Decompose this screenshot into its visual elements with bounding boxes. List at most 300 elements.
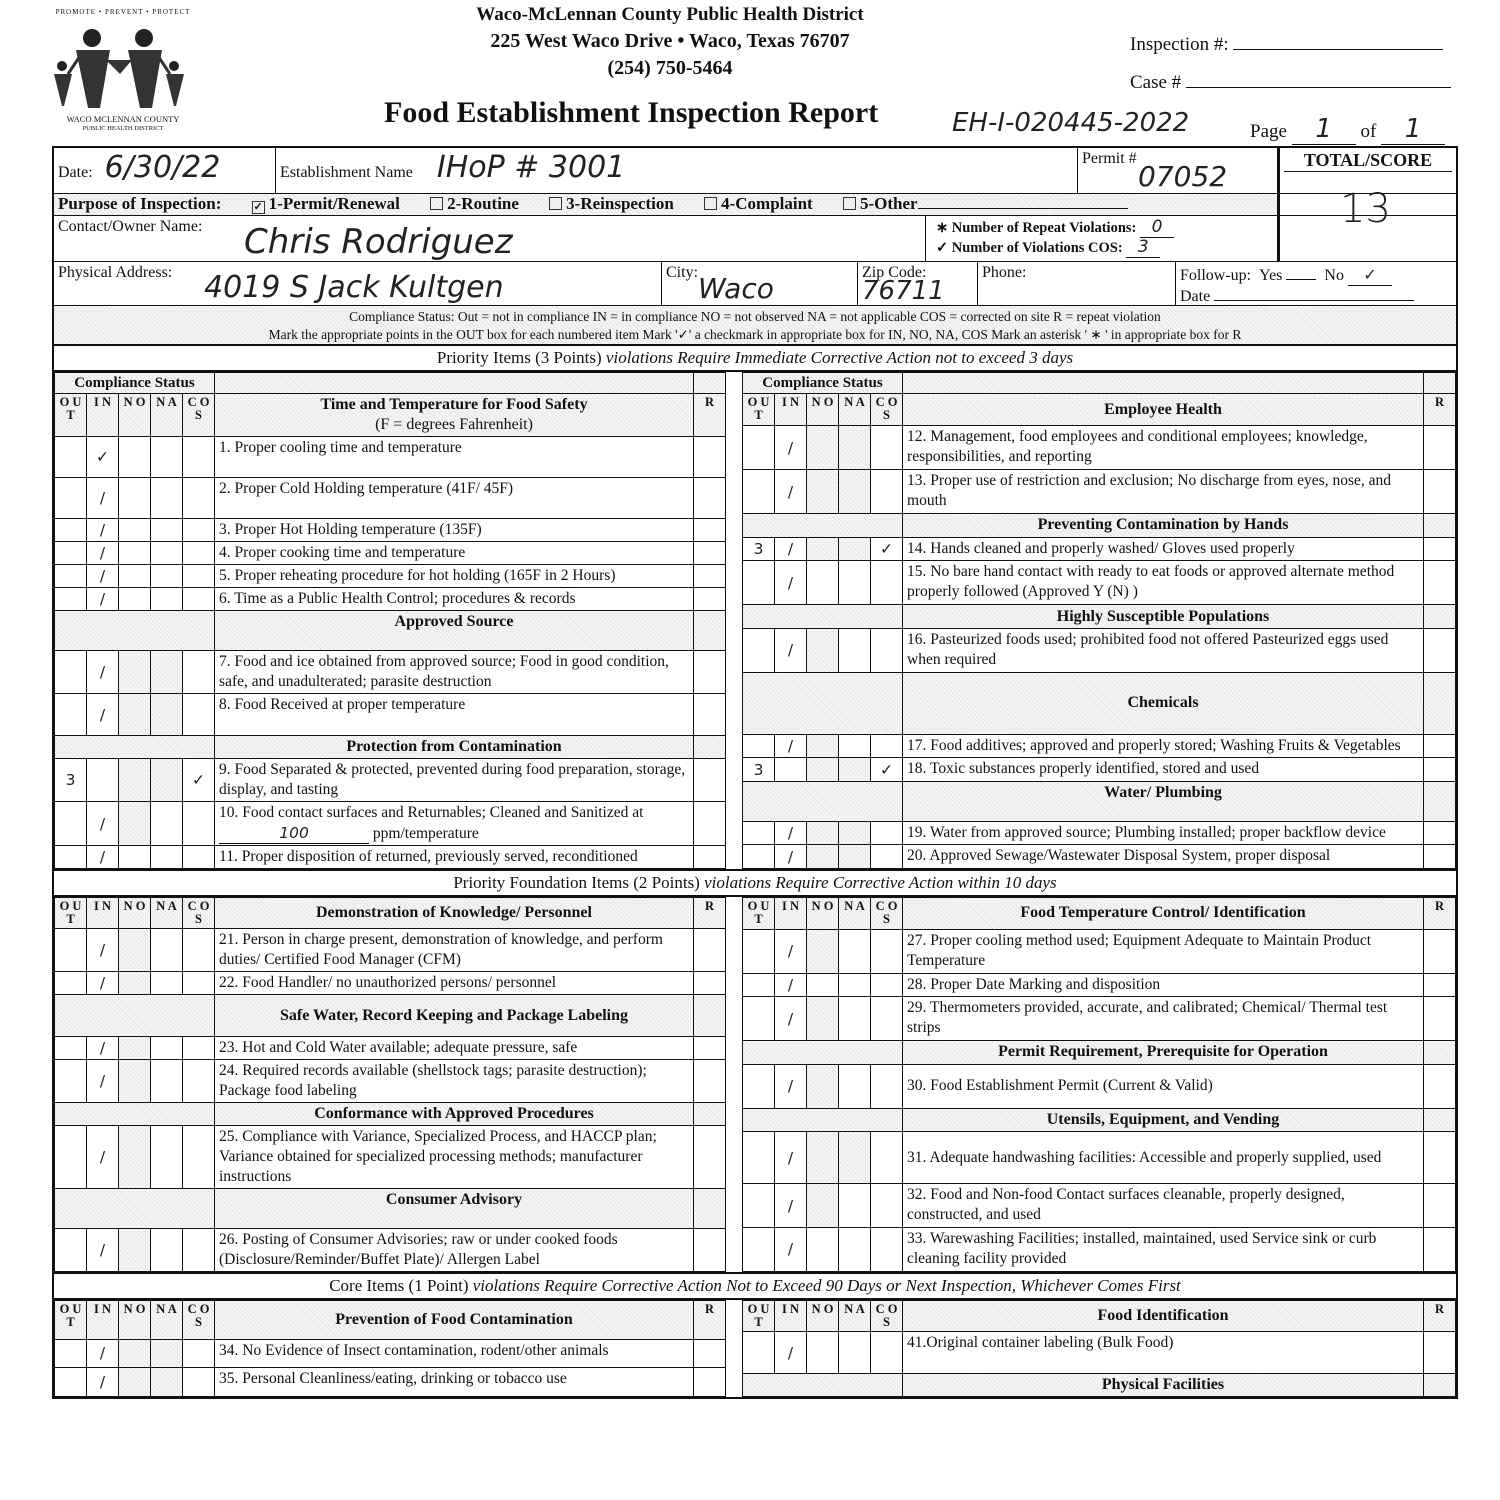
item-29-no[interactable] — [807, 997, 839, 1041]
item-20-na[interactable] — [839, 845, 871, 869]
item-4-no[interactable] — [119, 542, 151, 565]
item-35-cos[interactable] — [183, 1368, 215, 1397]
item-30-in[interactable]: / — [775, 1064, 807, 1108]
item-31-cos[interactable] — [871, 1132, 903, 1184]
item-16-r[interactable] — [1424, 628, 1456, 672]
contact-field[interactable] — [54, 216, 926, 261]
item-21-text: 21. Person in charge present, demonstration of knowledge, and perform duties/ Certified Food Manager (CFM) — [215, 929, 694, 972]
item-30-r[interactable] — [1424, 1064, 1456, 1108]
purpose-other-input[interactable] — [918, 208, 1128, 209]
item-14-in[interactable]: / — [775, 537, 807, 561]
item-1-in[interactable]: ✓ — [87, 437, 119, 478]
item-6-r[interactable] — [694, 588, 726, 611]
item-18-out[interactable]: 3 — [743, 758, 775, 782]
col-na: N A — [839, 394, 871, 426]
item-10-cos[interactable] — [183, 802, 215, 846]
item-14-cos[interactable]: ✓ — [871, 537, 903, 561]
item-2-out[interactable] — [55, 478, 87, 519]
item-10-r[interactable] — [694, 802, 726, 846]
item-2-r[interactable] — [694, 478, 726, 519]
item-27-text: 27. Proper cooling method used; Equipment Adequate to Maintain Product Temperature — [903, 929, 1424, 973]
city-value[interactable]: Waco — [698, 272, 774, 305]
item-28-in[interactable]: / — [775, 973, 807, 997]
date-value[interactable]: 6/30/22 — [104, 150, 221, 185]
subcategory-utensils: Utensils, Equipment, and Vending — [903, 1108, 1424, 1132]
item-6-no[interactable] — [119, 588, 151, 611]
inspection-number-label: Inspection #: — [1130, 34, 1229, 55]
col-in: I N — [87, 394, 119, 437]
item-3-na[interactable] — [151, 519, 183, 542]
item-32-in[interactable]: / — [775, 1184, 807, 1228]
item-6-out[interactable] — [55, 588, 87, 611]
item-2-in[interactable]: / — [87, 478, 119, 519]
item-33-in[interactable]: / — [775, 1227, 807, 1271]
item-6-na[interactable] — [151, 588, 183, 611]
item-16-no[interactable] — [807, 628, 839, 672]
item-23-out[interactable] — [55, 1037, 87, 1060]
item-25-in[interactable]: / — [87, 1126, 119, 1189]
phone-field[interactable] — [978, 262, 1176, 305]
item-12-na[interactable] — [839, 426, 871, 470]
item-21-r[interactable] — [694, 929, 726, 972]
item-18-no[interactable] — [807, 758, 839, 782]
item-1-cos[interactable] — [183, 437, 215, 478]
address-value[interactable]: 4019 S Jack Kultgen — [204, 270, 504, 305]
repeat-violations-value[interactable]: 0 — [1140, 218, 1174, 238]
item-15-r[interactable] — [1424, 561, 1456, 605]
violation-counts — [926, 216, 1278, 261]
col-in: I N — [775, 898, 807, 930]
item-2-na[interactable] — [151, 478, 183, 519]
item-17-out[interactable] — [743, 734, 775, 758]
item-11-cos[interactable] — [183, 846, 215, 869]
item-41-na[interactable] — [839, 1332, 871, 1374]
item-4-cos[interactable] — [183, 542, 215, 565]
item-12-out[interactable] — [743, 426, 775, 470]
item-13-out[interactable] — [743, 470, 775, 514]
case-number-input[interactable] — [1186, 87, 1451, 88]
item-25-r[interactable] — [694, 1126, 726, 1189]
item-7-r[interactable] — [694, 651, 726, 694]
inspection-number-input[interactable] — [1233, 49, 1443, 50]
item-3-in[interactable]: / — [87, 519, 119, 542]
item-8-no[interactable] — [119, 694, 151, 736]
item-41-out[interactable] — [743, 1332, 775, 1374]
item-7-out[interactable] — [55, 651, 87, 694]
item-28-out[interactable] — [743, 973, 775, 997]
item-13-cos[interactable] — [871, 470, 903, 514]
item-27-na[interactable] — [839, 929, 871, 973]
item-33-out[interactable] — [743, 1227, 775, 1271]
item-33-no[interactable] — [807, 1227, 839, 1271]
item-11-in[interactable]: / — [87, 846, 119, 869]
item-14-out[interactable]: 3 — [743, 537, 775, 561]
item-19-no[interactable] — [807, 821, 839, 845]
item-1-no[interactable] — [119, 437, 151, 478]
item-10-out[interactable] — [55, 802, 87, 846]
item-17-r[interactable] — [1424, 734, 1456, 758]
item-23-na[interactable] — [151, 1037, 183, 1060]
item-7-no[interactable] — [119, 651, 151, 694]
item-32-cos[interactable] — [871, 1184, 903, 1228]
item-14-na[interactable] — [839, 537, 871, 561]
item-1-text: 1. Proper cooling time and temperature — [215, 437, 694, 478]
followup-date-input[interactable] — [1214, 300, 1414, 301]
item-4-in[interactable]: / — [87, 542, 119, 565]
item-9-no[interactable] — [119, 759, 151, 802]
item-31-in[interactable]: / — [775, 1132, 807, 1184]
col-cos: C O S — [183, 394, 215, 437]
item-26-in[interactable]: / — [87, 1229, 119, 1272]
col-in: I N — [775, 1301, 807, 1332]
item-4-out[interactable] — [55, 542, 87, 565]
item-17-in[interactable]: / — [775, 734, 807, 758]
item-31-text: 31. Adequate handwashing facilities: Accessible and properly supplied, used — [903, 1132, 1424, 1184]
item-12-no[interactable] — [807, 426, 839, 470]
col-in: I N — [87, 1301, 119, 1340]
item-1-r[interactable] — [694, 437, 726, 478]
item-12-cos[interactable] — [871, 426, 903, 470]
item-32-r[interactable] — [1424, 1184, 1456, 1228]
item-27-in[interactable]: / — [775, 929, 807, 973]
item-31-r[interactable] — [1424, 1132, 1456, 1184]
item-15-na[interactable] — [839, 561, 871, 605]
item-20-cos[interactable] — [871, 845, 903, 869]
item-15-no[interactable] — [807, 561, 839, 605]
item-30-no[interactable] — [807, 1064, 839, 1108]
item-30-out[interactable] — [743, 1064, 775, 1108]
item-3-cos[interactable] — [183, 519, 215, 542]
foundation-right-table — [742, 897, 1456, 1272]
item-26-no[interactable] — [119, 1229, 151, 1272]
item-19-cos[interactable] — [871, 821, 903, 845]
date-field[interactable] — [54, 148, 276, 193]
core-right-table — [742, 1300, 1456, 1397]
item-9-na[interactable] — [151, 759, 183, 802]
item-5-r[interactable] — [694, 565, 726, 588]
item-24-r[interactable] — [694, 1060, 726, 1103]
item-15-in[interactable]: / — [775, 561, 807, 605]
item-5-no[interactable] — [119, 565, 151, 588]
item-26-r[interactable] — [694, 1229, 726, 1272]
col-r: R — [1424, 898, 1456, 930]
item-31-na[interactable] — [839, 1132, 871, 1184]
agency-address: 225 West Waco Drive • Waco, Texas 76707 — [490, 30, 850, 52]
col-out: O U T — [55, 898, 87, 929]
item-28-no[interactable] — [807, 973, 839, 997]
item-13-na[interactable] — [839, 470, 871, 514]
item-35-no[interactable] — [119, 1368, 151, 1397]
checkbox-checked[interactable]: ✓ — [253, 201, 263, 213]
item-29-r[interactable] — [1424, 997, 1456, 1041]
checkbox[interactable] — [843, 197, 856, 210]
purpose-other-checkbox[interactable] — [843, 194, 1128, 213]
item-15-text: 15. No bare hand contact with ready to eat foods or approved alternate method properly followed (Approved Y (N) ) — [903, 561, 1424, 605]
column-gap — [726, 372, 742, 869]
establishment-value[interactable]: IHoP # 3001 — [436, 150, 626, 185]
item-7-cos[interactable] — [183, 651, 215, 694]
item-34-no[interactable] — [119, 1339, 151, 1368]
item-30-cos[interactable] — [871, 1064, 903, 1108]
item-34-na[interactable] — [151, 1339, 183, 1368]
item-3-r[interactable] — [694, 519, 726, 542]
page-value[interactable]: 1 — [1292, 114, 1356, 145]
item-4-r[interactable] — [694, 542, 726, 565]
page-title: Food Establishment Inspection Report — [384, 96, 879, 129]
sanitizer-ppm-input[interactable]: 100 — [219, 823, 369, 844]
item-18-r[interactable] — [1424, 758, 1456, 782]
item-41-in[interactable]: / — [775, 1332, 807, 1374]
item-35-na[interactable] — [151, 1368, 183, 1397]
zip-field[interactable] — [858, 262, 978, 305]
item-10-in[interactable]: / — [87, 802, 119, 846]
purpose-routine-checkbox[interactable] — [430, 194, 519, 213]
item-8-out[interactable] — [55, 694, 87, 736]
item-17-na[interactable] — [839, 734, 871, 758]
item-5-na[interactable] — [151, 565, 183, 588]
item-22-r[interactable] — [694, 972, 726, 995]
subcategory-approved-source: Approved Source — [215, 611, 694, 651]
page-label: Page — [1250, 121, 1287, 142]
item-9-cos[interactable]: ✓ — [183, 759, 215, 802]
item-31-out[interactable] — [743, 1132, 775, 1184]
item-6-cos[interactable] — [183, 588, 215, 611]
item-16-cos[interactable] — [871, 628, 903, 672]
item-27-out[interactable] — [743, 929, 775, 973]
item-2-no[interactable] — [119, 478, 151, 519]
item-28-r[interactable] — [1424, 973, 1456, 997]
item-20-out[interactable] — [743, 845, 775, 869]
item-41-r[interactable] — [1424, 1332, 1456, 1374]
item-20-r[interactable] — [1424, 845, 1456, 869]
item-18-cos[interactable]: ✓ — [871, 758, 903, 782]
item-18-na[interactable] — [839, 758, 871, 782]
item-34-in[interactable]: / — [87, 1339, 119, 1368]
item-24-in[interactable]: / — [87, 1060, 119, 1103]
score-label: TOTAL/SCORE — [1284, 150, 1452, 172]
item-16-in[interactable]: / — [775, 628, 807, 672]
item-15-out[interactable] — [743, 561, 775, 605]
item-25-no[interactable] — [119, 1126, 151, 1189]
item-4-na[interactable] — [151, 542, 183, 565]
item-23-in[interactable]: / — [87, 1037, 119, 1060]
item-28-na[interactable] — [839, 973, 871, 997]
item-29-cos[interactable] — [871, 997, 903, 1041]
col-out: O U T — [55, 1301, 87, 1340]
item-32-na[interactable] — [839, 1184, 871, 1228]
item-9-r[interactable] — [694, 759, 726, 802]
item-16-out[interactable] — [743, 628, 775, 672]
compliance-legend — [54, 306, 1456, 344]
item-19-in[interactable]: / — [775, 821, 807, 845]
item-9-out[interactable]: 3 — [55, 759, 87, 802]
case-number-field[interactable] — [1130, 72, 1451, 94]
column-gap — [726, 1300, 742, 1397]
page-total[interactable]: 1 — [1381, 114, 1445, 145]
item-19-out[interactable] — [743, 821, 775, 845]
item-1-na[interactable] — [151, 437, 183, 478]
item-35-out[interactable] — [55, 1368, 87, 1397]
purpose-reinspection-checkbox[interactable] — [549, 194, 674, 213]
item-3-out[interactable] — [55, 519, 87, 542]
item-10-no[interactable] — [119, 802, 151, 846]
item-19-r[interactable] — [1424, 821, 1456, 845]
category-title: Food Identification — [903, 1301, 1424, 1332]
cos-violations-value[interactable]: 3 — [1126, 238, 1160, 258]
item-8-na[interactable] — [151, 694, 183, 736]
item-8-in[interactable]: / — [87, 694, 119, 736]
purpose-complaint-checkbox[interactable] — [704, 194, 813, 213]
item-7-na[interactable] — [151, 651, 183, 694]
item-24-text: 24. Required records available (shellstock tags; parasite destruction); Package food labeling — [215, 1060, 694, 1103]
item-8-cos[interactable] — [183, 694, 215, 736]
item-27-no[interactable] — [807, 929, 839, 973]
checkbox[interactable] — [430, 197, 443, 210]
item-31-no[interactable] — [807, 1132, 839, 1184]
item-13-r[interactable] — [1424, 470, 1456, 514]
item-33-na[interactable] — [839, 1227, 871, 1271]
item-22-out[interactable] — [55, 972, 87, 995]
checkbox[interactable] — [549, 197, 562, 210]
item-11-no[interactable] — [119, 846, 151, 869]
item-21-no[interactable] — [119, 929, 151, 972]
item-11-out[interactable] — [55, 846, 87, 869]
followup-no-input[interactable]: ✓ — [1348, 264, 1392, 286]
item-22-cos[interactable] — [183, 972, 215, 995]
purpose-permit-checkbox[interactable] — [252, 194, 400, 213]
item-16-na[interactable] — [839, 628, 871, 672]
item-17-no[interactable] — [807, 734, 839, 758]
cos-violations-label: ✓ Number of Violations COS: — [936, 240, 1123, 256]
item-26-cos[interactable] — [183, 1229, 215, 1272]
item-23-r[interactable] — [694, 1037, 726, 1060]
contact-value[interactable]: Chris Rodriguez — [244, 222, 513, 262]
item-22-in[interactable]: / — [87, 972, 119, 995]
priority-items-header — [54, 346, 1456, 372]
item-6-in[interactable]: / — [87, 588, 119, 611]
item-20-no[interactable] — [807, 845, 839, 869]
item-34-cos[interactable] — [183, 1339, 215, 1368]
item-8-r[interactable] — [694, 694, 726, 736]
item-21-in[interactable]: / — [87, 929, 119, 972]
item-13-in[interactable]: / — [775, 470, 807, 514]
item-7-in[interactable]: / — [87, 651, 119, 694]
item-23-cos[interactable] — [183, 1037, 215, 1060]
item-34-out[interactable] — [55, 1339, 87, 1368]
subcategory-water: Water/ Plumbing — [903, 781, 1424, 821]
item-41-no[interactable] — [807, 1332, 839, 1374]
item-23-no[interactable] — [119, 1037, 151, 1060]
item-24-cos[interactable] — [183, 1060, 215, 1103]
item-22-na[interactable] — [151, 972, 183, 995]
address-field[interactable] — [54, 262, 662, 305]
item-12-in[interactable]: / — [775, 426, 807, 470]
item-41-cos[interactable] — [871, 1332, 903, 1374]
followup-yes-input[interactable] — [1286, 279, 1316, 280]
item-14-no[interactable] — [807, 537, 839, 561]
establishment-field[interactable] — [276, 148, 1078, 193]
item-11-r[interactable] — [694, 846, 726, 869]
item-5-in[interactable]: / — [87, 565, 119, 588]
col-cos: C O S — [183, 898, 215, 929]
item-17-cos[interactable] — [871, 734, 903, 758]
item-26-out[interactable] — [55, 1229, 87, 1272]
logo-subname: PUBLIC HEALTH DISTRICT — [82, 125, 164, 132]
permit-value[interactable]: 07052 — [1138, 160, 1228, 193]
item-5-out[interactable] — [55, 565, 87, 588]
item-14-r[interactable] — [1424, 537, 1456, 561]
item-24-na[interactable] — [151, 1060, 183, 1103]
item-22-no[interactable] — [119, 972, 151, 995]
health-district-logo — [48, 8, 198, 132]
section-label: Priority Items (3 Points) — [436, 348, 602, 367]
item-35-r[interactable] — [694, 1368, 726, 1397]
item-9-in[interactable] — [87, 759, 119, 802]
inspection-number-field[interactable] — [1130, 34, 1443, 56]
checkbox[interactable] — [704, 197, 717, 210]
item-29-na[interactable] — [839, 997, 871, 1041]
item-27-cos[interactable] — [871, 929, 903, 973]
item-10-na[interactable] — [151, 802, 183, 846]
phone-label: Phone: — [982, 264, 1027, 281]
item-26-na[interactable] — [151, 1229, 183, 1272]
item-34-r[interactable] — [694, 1339, 726, 1368]
item-33-text: 33. Warewashing Facilities; installed, maintained, used Service sink or curb cleaning facility provided — [903, 1227, 1424, 1271]
score-box-lower — [1278, 216, 1456, 261]
item-29-in[interactable]: / — [775, 997, 807, 1041]
item-35-in[interactable]: / — [87, 1368, 119, 1397]
city-field[interactable] — [662, 262, 858, 305]
section-label: Priority Foundation Items (2 Points) — [453, 873, 700, 892]
item-13-no[interactable] — [807, 470, 839, 514]
item-30-na[interactable] — [839, 1064, 871, 1108]
item-27-r[interactable] — [1424, 929, 1456, 973]
item-28-cos[interactable] — [871, 973, 903, 997]
item-11-na[interactable] — [151, 846, 183, 869]
item-2-cos[interactable] — [183, 478, 215, 519]
item-32-out[interactable] — [743, 1184, 775, 1228]
item-33-r[interactable] — [1424, 1227, 1456, 1271]
item-5-cos[interactable] — [183, 565, 215, 588]
score-value: 13 — [1340, 186, 1391, 232]
item-20-in[interactable]: / — [775, 845, 807, 869]
col-r: R — [1424, 394, 1456, 426]
zip-value[interactable]: 76711 — [862, 276, 945, 306]
item-21-out[interactable] — [55, 929, 87, 972]
item-24-no[interactable] — [119, 1060, 151, 1103]
item-12-r[interactable] — [1424, 426, 1456, 470]
permit-field[interactable] — [1078, 148, 1278, 193]
item-25-out[interactable] — [55, 1126, 87, 1189]
item-19-na[interactable] — [839, 821, 871, 845]
item-6-text: 6. Time as a Public Health Control; procedures & records — [215, 588, 694, 611]
item-24-out[interactable] — [55, 1060, 87, 1103]
item-21-na[interactable] — [151, 929, 183, 972]
col-out: O U T — [743, 394, 775, 426]
item-32-no[interactable] — [807, 1184, 839, 1228]
item-1-out[interactable] — [55, 437, 87, 478]
item-3-no[interactable] — [119, 519, 151, 542]
item-21-cos[interactable] — [183, 929, 215, 972]
section-note: violations Require Corrective Action within 10 days — [704, 873, 1057, 892]
item-33-cos[interactable] — [871, 1227, 903, 1271]
item-25-cos[interactable] — [183, 1126, 215, 1189]
item-29-out[interactable] — [743, 997, 775, 1041]
item-18-in[interactable] — [775, 758, 807, 782]
item-15-cos[interactable] — [871, 561, 903, 605]
item-25-na[interactable] — [151, 1126, 183, 1189]
people-icon — [48, 8, 198, 118]
